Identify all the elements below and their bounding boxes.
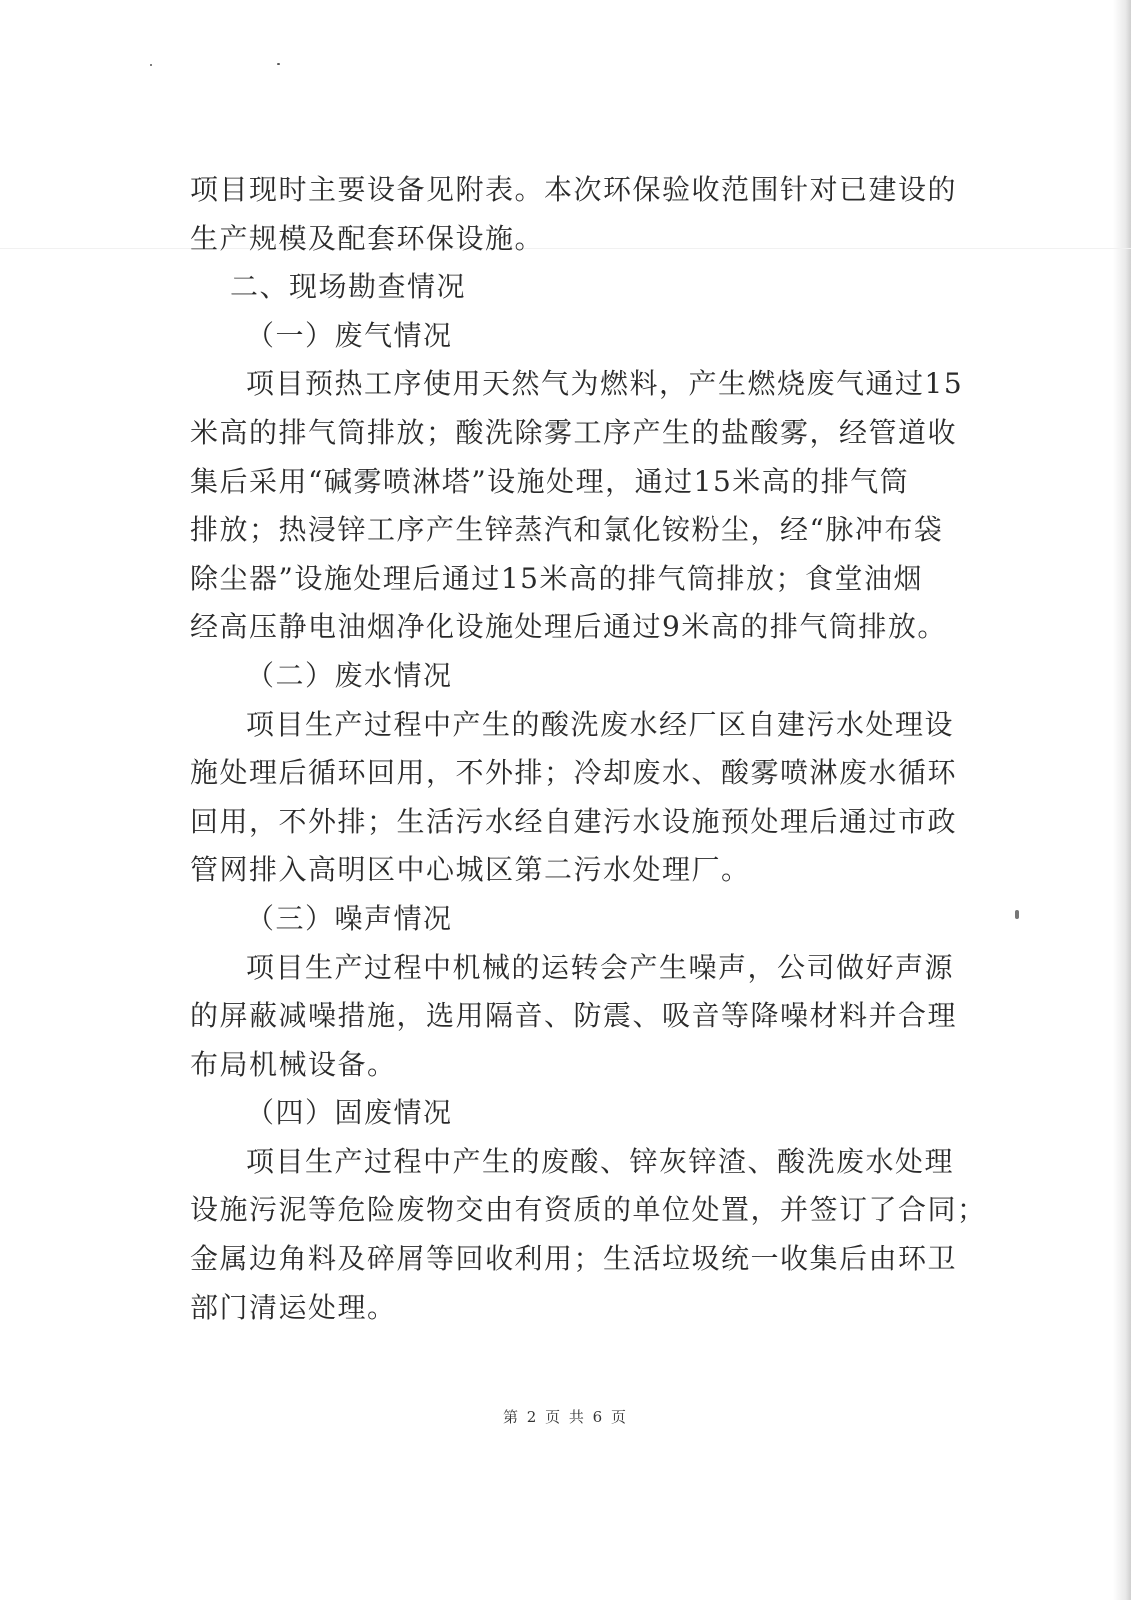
paragraph-line: 项目生产过程中产生的酸洗废水经厂区自建污水处理设	[246, 707, 955, 741]
paragraph-line: 施处理后循环回用，不外排；冷却废水、酸雾喷淋废水循环	[190, 756, 958, 790]
subsection-heading: （一）废气情况	[246, 318, 453, 352]
paragraph-line: 金属边角料及碎屑等回收利用；生活垃圾统一收集后由环卫	[190, 1242, 958, 1276]
paragraph-line: 管网排入高明区中心城区第二污水处理厂。	[190, 853, 751, 887]
paragraph-line: 集后采用“碱雾喷淋塔”设施处理，通过15米高的排气筒	[190, 464, 910, 498]
paragraph-line: 经高压静电油烟净化设施处理后通过9米高的排气筒排放。	[190, 610, 947, 644]
paragraph-line: 布局机械设备。	[190, 1047, 397, 1081]
subsection-heading: （四）固废情况	[246, 1096, 453, 1130]
paragraph-line: 回用，不外排；生活污水经自建污水设施预处理后通过市政	[190, 804, 958, 838]
paragraph-line: 项目现时主要设备见附表。本次环保验收范围针对已建设的	[190, 173, 958, 206]
paragraph-line: 的屏蔽减噪措施，选用隔音、防震、吸音等降噪材料并合理	[190, 999, 958, 1033]
scan-speck	[150, 64, 152, 66]
scan-speck	[277, 63, 280, 65]
paragraph-line: 米高的排气筒排放；酸洗除雾工序产生的盐酸雾，经管道收	[190, 415, 958, 449]
scan-edge	[1113, 0, 1131, 1600]
paragraph-line: 项目生产过程中机械的运转会产生噪声，公司做好声源	[246, 950, 955, 984]
section-heading: 二、现场勘查情况	[230, 270, 467, 304]
paragraph-line: 项目预热工序使用天然气为燃料，产生燃烧废气通过15	[246, 367, 964, 401]
scan-speck	[1015, 910, 1019, 919]
paragraph-line: 除尘器”设施处理后通过15米高的排气筒排放；食堂油烟	[190, 561, 923, 595]
paragraph-line: 设施污泥等危险废物交由有资质的单位处置，并签订了合同；	[190, 1193, 987, 1227]
document-body	[190, 166, 987, 1332]
paragraph-line: 排放；热浸锌工序产生锌蒸汽和氯化铵粉尘，经“脉冲布袋	[190, 513, 944, 547]
paragraph-line: 部门清运处理。	[190, 1290, 397, 1324]
page-footer: 第 2 页 共 6 页	[503, 1408, 628, 1426]
paragraph-line: 项目生产过程中产生的废酸、锌灰锌渣、酸洗废水处理	[246, 1144, 955, 1178]
subsection-heading: （二）废水情况	[246, 658, 453, 692]
paragraph-line: 生产规模及配套环保设施。	[190, 221, 545, 255]
subsection-heading: （三）噪声情况	[246, 901, 453, 935]
